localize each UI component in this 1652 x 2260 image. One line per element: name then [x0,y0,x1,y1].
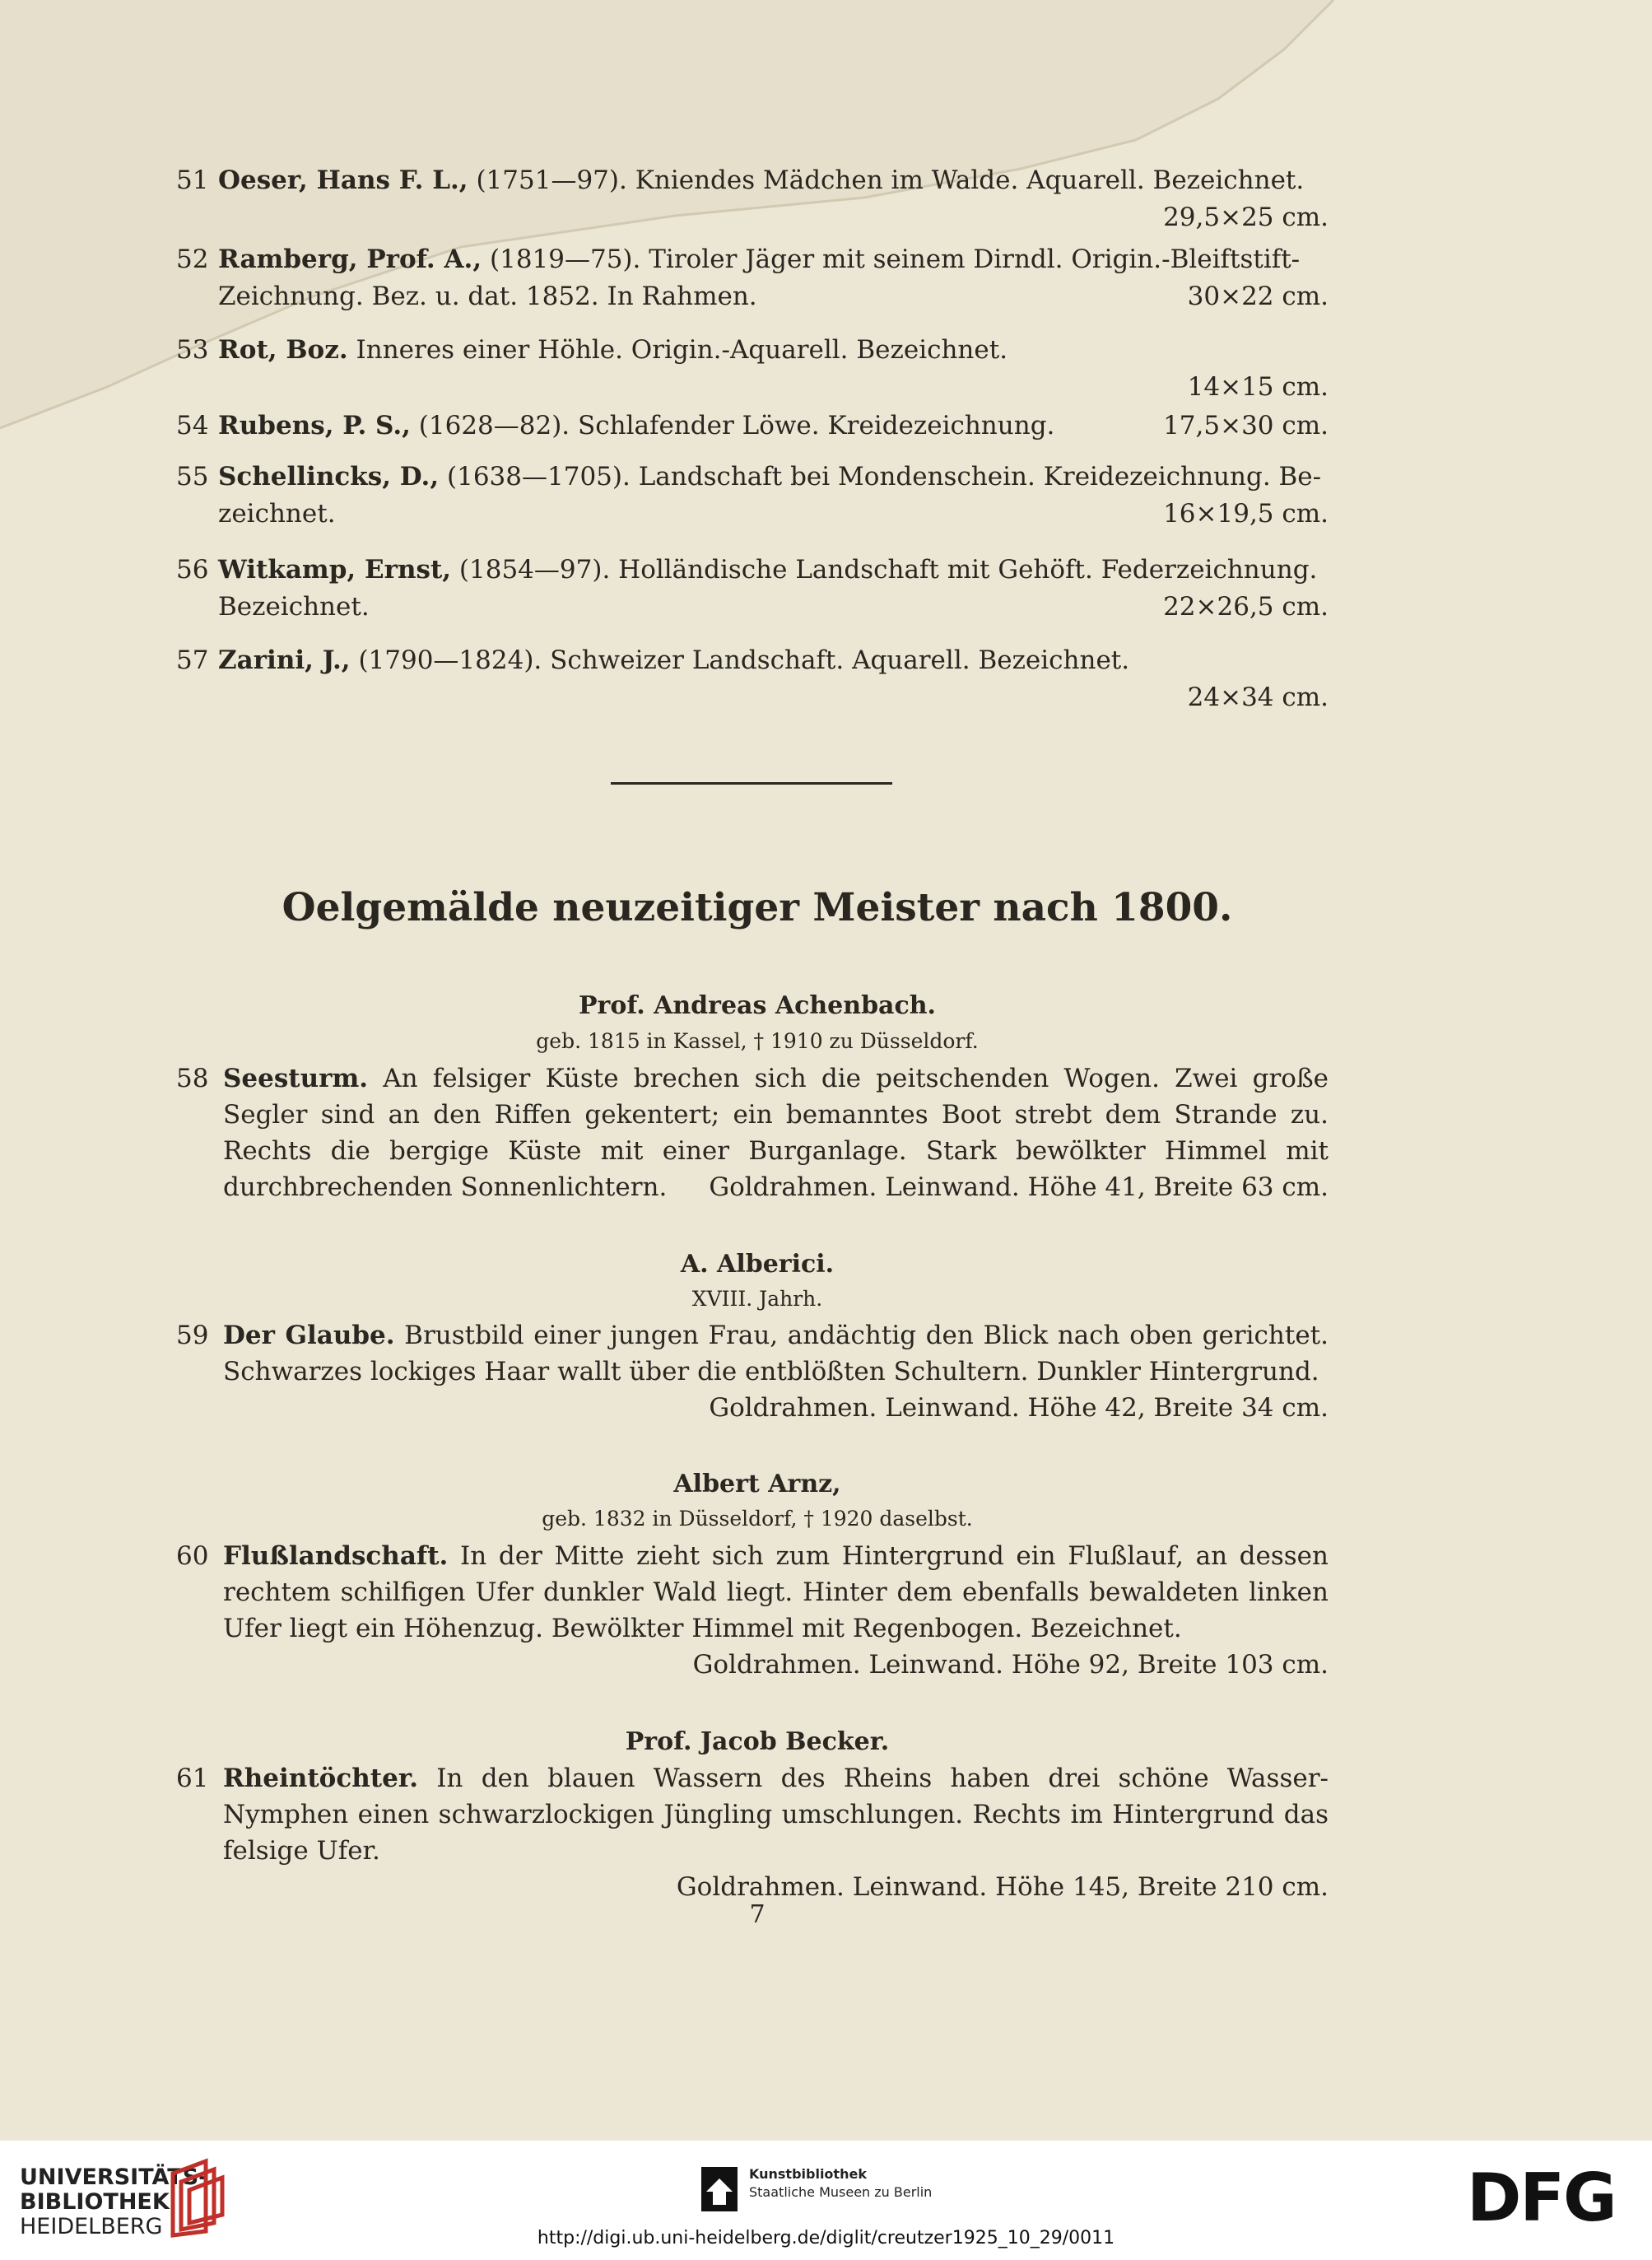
section-divider [611,782,892,785]
dfg-logo[interactable]: DFG [1467,2160,1616,2236]
artwork-entry [176,1538,1329,1683]
entry-dimensions: 17,5×30 cm. [1163,411,1329,440]
artwork-number: 61 [176,1764,209,1793]
entry-text: Bezeichnet. [218,592,370,622]
artist-bio: XVIII. Jahrh. [691,1287,823,1311]
entry-text: zeichnet. [218,499,336,529]
catalog-entry [176,552,1329,626]
ub-logo-line: HEIDELBERG [20,2214,163,2239]
artist-name: A. Alberici. [680,1250,835,1279]
artwork-number: 59 [176,1321,209,1350]
kb-subtitle: Staatliche Museen zu Berlin [749,2184,933,2200]
entry-number: 57 [176,645,209,675]
entry-dimensions: 29,5×25 cm. [1163,203,1329,232]
entry-author: Rot, Boz. [218,335,348,365]
entry-dimensions: 22×26,5 cm. [1163,592,1329,622]
artist-bio: geb. 1832 in Düsseldorf, † 1920 daselbst. [542,1507,973,1531]
artwork-number: 58 [176,1064,209,1093]
page-number: 7 [749,1900,766,1929]
catalog-entry [176,408,1329,445]
artwork-frame-info: Goldrahmen. Leinwand. Höhe 92, Breite 103 cm. [692,1650,1329,1680]
artist-name: Albert Arnz, [673,1470,841,1498]
entry-text: (1638—1705). Landschaft bei Mondenschein. Kreidezeichnung. Be- [447,462,1322,492]
catalog-entry [176,241,1329,315]
entry-dimensions: 24×34 cm. [1187,683,1329,712]
entry-number: 56 [176,555,209,585]
entry-text: (1854—97). Holländische Landschaft mit Gehöft. Federzeichnung. [458,555,1318,585]
artwork-description: An felsiger Küste brechen sich die peitschenden Wogen. Zwei große Segler sind an den Riffen gekentert; ein bemanntes Boot strebt dem Strande zu. Rechts die bergige Küste mit einer Burganlage. Stark bewölkter Himmel mit durchbrechenden Sonnenlichtern. [223,1064,1329,1202]
artwork-entry [176,1060,1329,1205]
entry-dimensions: 30×22 cm. [1187,282,1329,311]
catalog-entry [176,162,1329,236]
entry-text: (1819—75). Tiroler Jäger mit seinem Dirndl. Origin.-Bleiftstift- [490,245,1301,274]
permalink-url[interactable]: http://digi.ub.uni-heidelberg.de/diglit/creutzer1925_10_29/0011 [537,2228,1115,2248]
kunstbibliothek-logo[interactable] [749,2165,932,2202]
artist-bio: geb. 1815 in Kassel, † 1910 zu Düsseldorf. [536,1029,979,1053]
section-title: Oelgemälde neuzeitiger Meister nach 1800. [282,885,1233,930]
catalog-entry [176,642,1329,716]
artist-name: Prof. Andreas Achenbach. [578,991,937,1020]
catalog-entry [176,332,1329,406]
entry-number: 52 [176,245,209,274]
entry-dimensions: 14×15 cm. [1187,372,1329,402]
entry-text: Inneres einer Höhle. Origin.-Aquarell. Bezeichnet. [356,335,1008,365]
entry-author: Zarini, J., [218,645,351,675]
entry-dimensions: 16×19,5 cm. [1163,499,1329,529]
digitization-footer [0,2141,1652,2260]
artwork-entry [176,1760,1329,1905]
artwork-title: Der Glaube. [223,1321,395,1350]
catalog-entry [176,459,1329,533]
ub-emblem-icon [165,2157,230,2239]
artwork-frame-info: Goldrahmen. Leinwand. Höhe 42, Breite 34 cm. [709,1393,1329,1423]
artwork-title: Seesturm. [223,1064,369,1093]
entry-author: Schellincks, D., [218,462,440,492]
artwork-description: In der Mitte zieht sich zum Hintergrund ein Flußlauf, an dessen rechtem schilfigen Ufer dunkler Wald liegt. Hinter dem ebenfalls bewaldeten linken Ufer liegt ein Höhenzug. Bewölkter Himmel mit Regenbogen. Bezeichnet. [223,1541,1329,1643]
entry-text: (1628—82). Schlafender Löwe. Kreidezeichnung. [418,411,1055,440]
ub-logo-line: UNIVERSITÄTS- [20,2164,208,2190]
entry-author: Witkamp, Ernst, [218,555,452,585]
entry-number: 54 [176,411,209,440]
artwork-title: Rheintöchter. [223,1764,419,1793]
entry-number: 51 [176,165,209,195]
entry-number: 55 [176,462,209,492]
entry-author: Ramberg, Prof. A., [218,245,482,274]
entry-author: Oeser, Hans F. L., [218,165,468,195]
entry-text: (1751—97). Kniendes Mädchen im Walde. Aquarell. Bezeichnet. [476,165,1305,195]
artwork-description: Brustbild einer jungen Frau, andächtig den Blick nach oben gerichtet. Schwarzes lockiges Haar wallt über die entblößten Schultern. Dunkler Hintergrund. [223,1321,1329,1386]
kb-title: Kunstbibliothek [749,2166,867,2182]
entry-text: (1790—1824). Schweizer Landschaft. Aquarell. Bezeichnet. [358,645,1130,675]
artwork-title: Flußlandschaft. [223,1541,449,1571]
kunstbibliothek-eagle-icon [701,2167,738,2211]
entry-author: Rubens, P. S., [218,411,411,440]
artwork-number: 60 [176,1541,209,1571]
artwork-entry [176,1317,1329,1426]
artist-name: Prof. Jacob Becker. [625,1727,890,1756]
entry-text: Zeichnung. Bez. u. dat. 1852. In Rahmen. [218,282,757,311]
artwork-frame-info: Goldrahmen. Leinwand. Höhe 41, Breite 63 cm. [709,1172,1329,1202]
entry-number: 53 [176,335,209,365]
ub-logo-line: BIBLIOTHEK [20,2189,170,2215]
artwork-frame-info: Goldrahmen. Leinwand. Höhe 145, Breite 210 cm. [676,1872,1329,1902]
artwork-description: In den blauen Wassern des Rheins haben drei schöne Wasser-Nymphen einen schwarzlockigen Jüngling umschlungen. Rechts im Hintergrund das felsige Ufer. [223,1764,1329,1866]
